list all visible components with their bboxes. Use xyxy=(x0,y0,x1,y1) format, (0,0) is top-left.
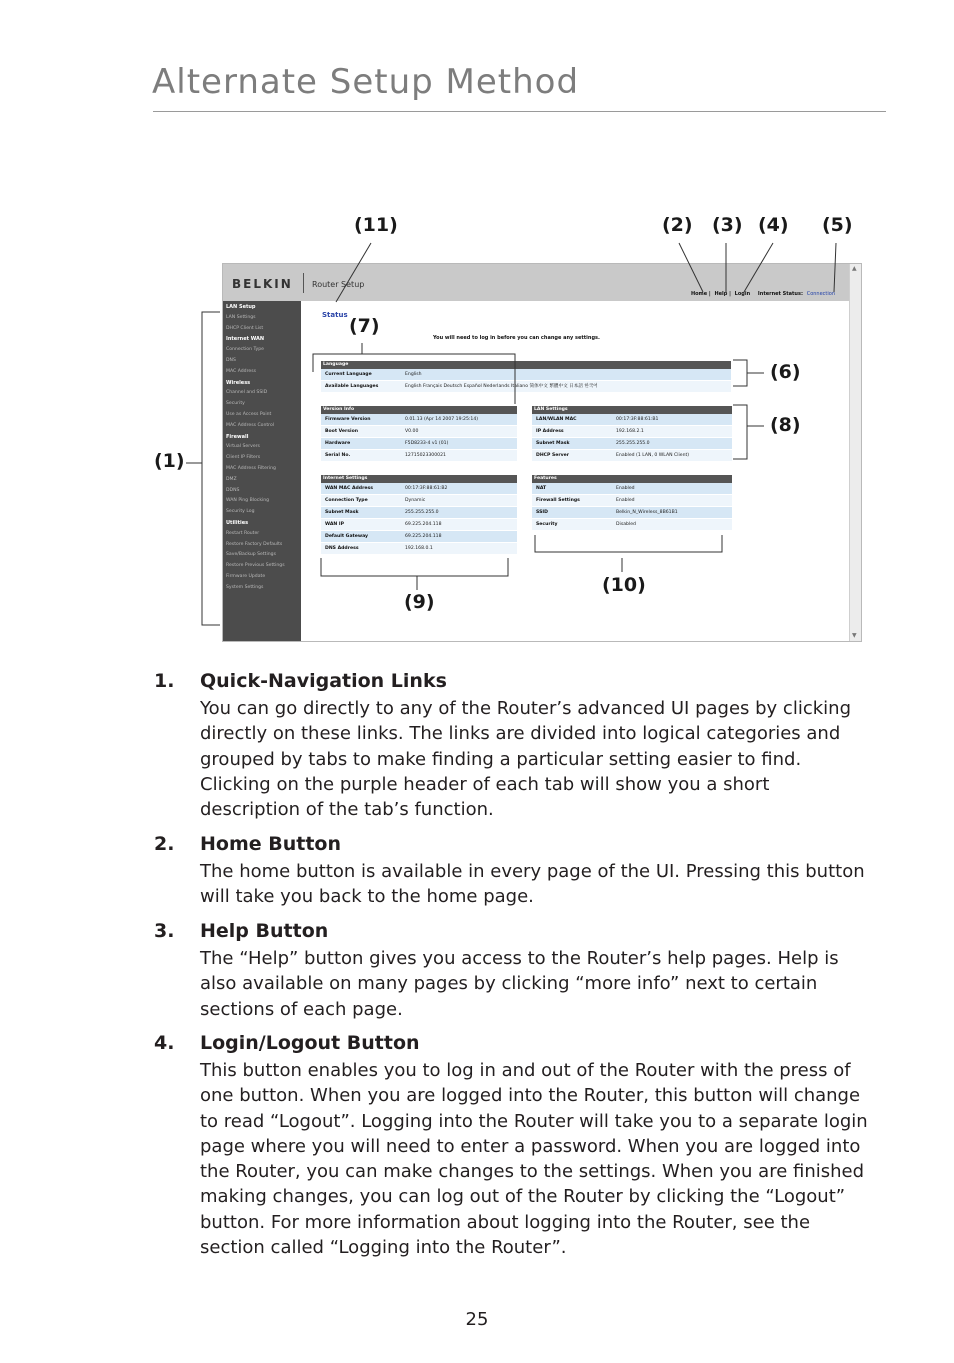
row-value: 00:17:3F:88:61:B2 xyxy=(405,486,448,491)
panel-header: Language xyxy=(321,361,731,369)
sidebar-link[interactable]: Restore Previous Settings xyxy=(226,563,285,569)
row-value: English xyxy=(405,372,422,377)
row-label: NAT xyxy=(536,486,547,491)
router-header xyxy=(223,264,849,301)
sidebar-link[interactable]: Connection Type xyxy=(226,347,265,353)
panel-row xyxy=(321,543,517,555)
row-label: Firewall Settings xyxy=(536,498,580,503)
row-label: WAN MAC Address xyxy=(325,486,373,491)
language-panel xyxy=(321,361,731,393)
callout-4: (4) xyxy=(758,214,789,236)
row-label: DHCP Server xyxy=(536,453,570,458)
scroll-down-icon[interactable]: ▼ xyxy=(852,632,857,639)
item-title: Home Button xyxy=(200,833,342,855)
panel-row xyxy=(321,483,517,495)
row-value: V0.00 xyxy=(405,429,419,434)
item-number: 3. xyxy=(154,920,175,942)
internet-status-value: Connection xyxy=(806,291,835,297)
sidebar-section-header[interactable]: Internet WAN xyxy=(226,336,265,343)
lan-settings-panel xyxy=(532,406,732,462)
row-label: Available Languages xyxy=(325,384,379,389)
sidebar-link[interactable]: MAC Address xyxy=(226,368,256,374)
login-notice: You will need to log in before you can change any settings. xyxy=(433,335,600,341)
callout-6: (6) xyxy=(770,361,801,383)
callout-3: (3) xyxy=(712,214,743,236)
sidebar-link[interactable]: Security xyxy=(226,401,245,407)
row-value: English Français Deutsch Español Nederlands Italiano 简体中文 繁體中文 日本語 한국어 xyxy=(405,384,598,389)
sidebar-link[interactable]: MAC Address Filtering xyxy=(226,466,276,471)
sidebar-link[interactable]: DNS xyxy=(226,358,236,363)
scrollbar[interactable] xyxy=(849,264,861,641)
panel-header: LAN Settings xyxy=(532,406,732,414)
panel-row xyxy=(321,450,517,462)
panel-row xyxy=(321,495,517,507)
sidebar-link[interactable]: Firmware Update xyxy=(226,574,266,579)
router-screenshot xyxy=(222,263,862,642)
row-label: Serial No. xyxy=(325,453,351,458)
row-label: Connection Type xyxy=(325,498,368,503)
row-label: Security xyxy=(536,522,558,527)
row-value: 255.255.255.0 xyxy=(405,510,439,515)
callout-1: (1) xyxy=(154,450,185,472)
row-value: 69.225.204.118 xyxy=(405,522,442,527)
row-value: 192.168.2.1 xyxy=(616,429,644,434)
product-name: Router Setup xyxy=(312,280,365,289)
sidebar-link[interactable]: Restore Factory Defaults xyxy=(226,541,283,547)
login-link[interactable]: Login xyxy=(734,291,751,297)
callout-5: (5) xyxy=(822,214,853,236)
panel-rows xyxy=(321,414,517,462)
status-link[interactable]: Status xyxy=(322,311,348,319)
panel-row xyxy=(321,507,517,519)
features-panel xyxy=(532,475,732,531)
item-body: The “Help” button gives you access to the Router’s help pages. Help is also available on many pages by clicking “more info” next to certain sections of each page. xyxy=(200,948,839,1020)
sidebar-link[interactable]: Save/Backup Settings xyxy=(226,552,276,558)
panel-row xyxy=(321,381,731,393)
help-link[interactable]: Help xyxy=(714,291,728,297)
row-label: Boot Version xyxy=(325,429,359,434)
panel-rows xyxy=(321,369,731,393)
sidebar-section-header[interactable]: Firewall xyxy=(226,433,249,440)
item-number: 4. xyxy=(154,1032,175,1054)
belkin-logo: BELKIN xyxy=(232,277,293,291)
internet-settings-panel xyxy=(321,475,517,555)
panel-row xyxy=(532,414,732,426)
callout-9: (9) xyxy=(404,591,435,613)
panel-header: Features xyxy=(532,475,732,483)
row-label: IP Address xyxy=(536,429,564,434)
row-label: SSID xyxy=(536,510,548,515)
callout-10: (10) xyxy=(602,574,646,596)
callout-7: (7) xyxy=(349,315,380,337)
sidebar-link[interactable]: Restart Router xyxy=(226,530,260,536)
sidebar-link[interactable]: WAN Ping Blocking xyxy=(226,498,270,504)
panel-row xyxy=(532,450,732,462)
sidebar-link[interactable]: MAC Address Control xyxy=(226,422,275,428)
row-value: F5D8233-4 v1 (01) xyxy=(405,441,449,446)
sidebar-link[interactable]: LAN Settings xyxy=(226,314,256,320)
sidebar-link[interactable]: Client IP Filters xyxy=(226,455,261,461)
router-ui-figure xyxy=(0,0,954,660)
page-number: 25 xyxy=(465,1309,489,1330)
internet-status-label: Internet Status: xyxy=(757,291,803,297)
row-value: Enabled (1 LAN, 0 WLAN Client) xyxy=(616,453,690,458)
row-value: Enabled xyxy=(616,498,635,503)
version-info-panel xyxy=(321,406,517,462)
page-title: Alternate Setup Method xyxy=(152,62,580,102)
row-label: Subnet Mask xyxy=(536,441,570,446)
panel-header: Version Info xyxy=(321,406,517,414)
panel-row xyxy=(532,426,732,438)
row-value: 0.01.13 (Apr 14 2007 19:25:14) xyxy=(405,417,479,422)
row-label: Current Language xyxy=(325,372,372,377)
row-value: Belkin_N_Wireless_8B61B1 xyxy=(616,510,678,515)
panel-row xyxy=(321,414,517,426)
row-value: Disabled xyxy=(616,522,636,527)
panel-row xyxy=(532,507,732,519)
row-value: 255.255.255.0 xyxy=(616,441,650,446)
scroll-up-icon[interactable]: ▲ xyxy=(852,265,857,272)
panel-row xyxy=(532,519,732,531)
sidebar-link[interactable]: Security Log xyxy=(226,509,255,515)
sidebar-link[interactable]: DHCP Client List xyxy=(226,325,264,331)
sidebar-section-header[interactable]: Utilities xyxy=(226,520,249,526)
header-divider xyxy=(303,273,304,293)
sidebar-link[interactable]: Channel and SSID xyxy=(226,390,268,396)
panel-row xyxy=(532,438,732,450)
row-value: 00:17:3F:88:61:B1 xyxy=(616,417,659,422)
callout-2: (2) xyxy=(662,214,693,236)
row-label: Firmware Version xyxy=(325,417,371,422)
sidebar xyxy=(223,301,301,641)
item-title: Quick-Navigation Links xyxy=(200,670,447,692)
callout-8: (8) xyxy=(770,414,801,436)
row-label: DNS Address xyxy=(325,546,359,551)
panel-row xyxy=(321,369,731,381)
panel-row xyxy=(532,495,732,507)
panel-rows xyxy=(321,483,517,555)
panel-row xyxy=(321,426,517,438)
row-value: 192.168.0.1 xyxy=(405,546,433,551)
panel-rows xyxy=(532,414,732,462)
row-label: Default Gateway xyxy=(325,534,369,539)
panel-header: Internet Settings xyxy=(321,475,517,483)
row-label: WAN IP xyxy=(325,522,344,527)
row-value: Dynamic xyxy=(405,498,426,503)
item-body: The home button is available in every page of the UI. Pressing this button will take you back to the home page. xyxy=(200,861,865,908)
sidebar-section-header[interactable]: LAN Setup xyxy=(226,304,256,310)
quick-links: Home | Help | Login Internet Status: Connection xyxy=(690,291,835,297)
sidebar-link[interactable]: DDNS xyxy=(226,487,240,493)
panel-row xyxy=(321,519,517,531)
sidebar-link[interactable]: DMZ xyxy=(226,476,237,482)
row-label: LAN/WLAN MAC xyxy=(536,417,577,422)
sidebar-section-header[interactable]: Wireless xyxy=(226,379,251,386)
sidebar-link[interactable]: Use as Access Point xyxy=(226,412,272,417)
home-link[interactable]: Home xyxy=(690,291,708,297)
item-title: Help Button xyxy=(200,920,329,942)
row-value: Enabled xyxy=(616,486,635,491)
panel-row xyxy=(321,438,517,450)
item-body: This button enables you to log in and out of the Router with the press of one button. When you are logged into the Router, this button will change to read “Logout”. Logging into the Router will take you to a separate login page where you will need to enter a password. When you are logged into the Router, you can make changes to the settings. When you are finished making changes, you can log out of the Router by clicking the “Logout” button. For more information about logging into the Router, see the section called “Logging into the Router”. xyxy=(200,1060,868,1259)
item-number: 2. xyxy=(154,833,175,855)
row-value: 69.225.204.118 xyxy=(405,534,442,539)
row-value: 12715023300021 xyxy=(405,453,446,458)
panel-rows xyxy=(532,483,732,531)
item-body: You can go directly to any of the Router’s advanced UI pages by clicking directly on these links. The links are divided into logical categories and grouped by tabs to make finding a particular setting easier to find. Clicking on the purple header of each tab will show you a short description of the tab’s function. xyxy=(200,698,851,821)
item-number: 1. xyxy=(154,670,175,692)
row-label: Hardware xyxy=(325,441,351,446)
callout-11: (11) xyxy=(354,214,398,236)
item-title: Login/Logout Button xyxy=(200,1032,420,1054)
panel-row xyxy=(321,531,517,543)
sidebar-link[interactable]: System Settings xyxy=(226,584,264,590)
row-label: Subnet Mask xyxy=(325,510,359,515)
panel-row xyxy=(532,483,732,495)
sidebar-link[interactable]: Virtual Servers xyxy=(226,444,260,450)
